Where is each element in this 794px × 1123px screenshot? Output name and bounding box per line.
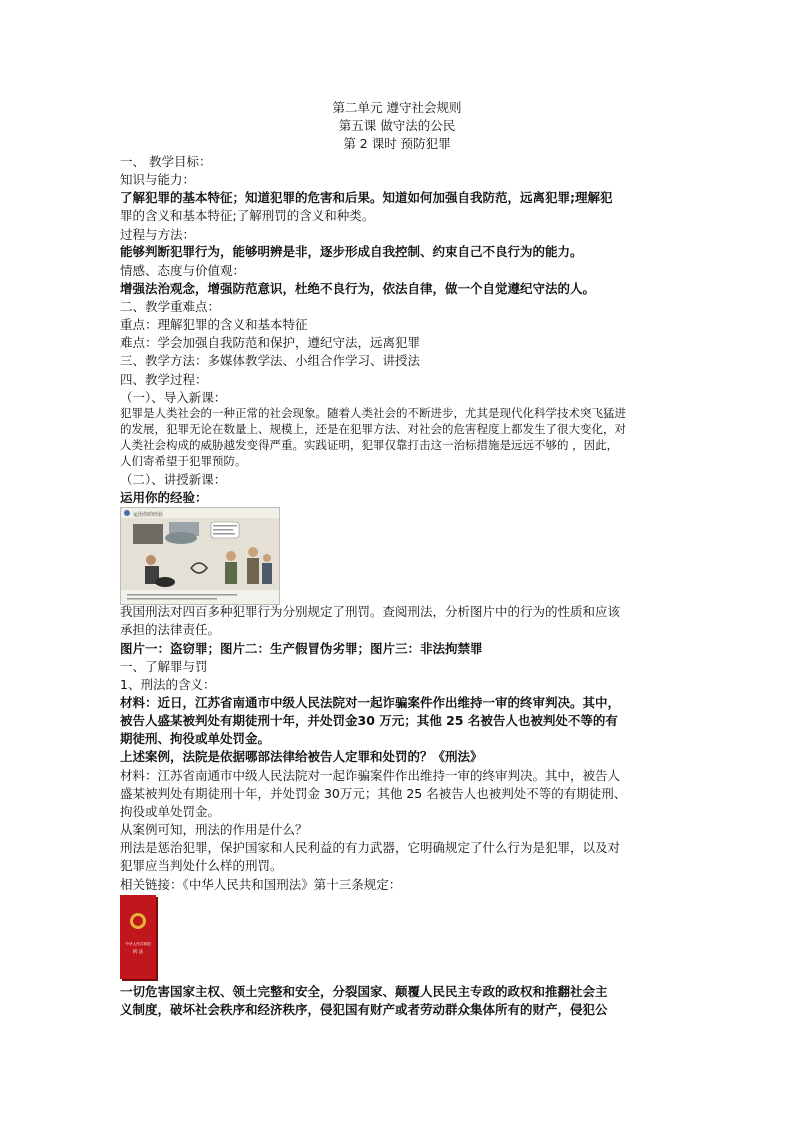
text-line: 了解犯罪的基本特征；知道犯罪的危害和后果。知道如何加强自我防范，远离犯罪;理解犯 <box>120 190 613 205</box>
heading-methods: 三、教学方法：多媒体教学法、小组合作学习、讲授法 <box>120 353 421 368</box>
text-line: 材料：江苏省南通市中级人民法院对一起诈骗案件作出维持一审的终审判决。其中，被告人 <box>120 768 621 783</box>
unit-title: 第二单元 遵守社会规则 <box>332 100 462 115</box>
subheading: 运用你的经验： <box>120 490 208 505</box>
heading-key-points: 二、教学重难点： <box>120 299 221 314</box>
text-line: 期徒刑、拘役或单处罚金。 <box>120 731 271 746</box>
text-line: 义制度，破坏社会秩序和经济秩序，侵犯国有财产或者劳动群众集体所有的财产，侵犯公 <box>120 1002 608 1017</box>
subheading: 情感、态度与价值观： <box>120 263 246 278</box>
text-line: 增强法治观念，增强防范意识，杜绝不良行为，依法自律，做一个自觉遵纪守法的人。 <box>120 281 596 296</box>
lesson-title: 第五课 做守法的公民 <box>338 118 456 133</box>
subheading: （二）、讲授新课： <box>120 472 227 487</box>
text-line: 被告人盛某被判处有期徒刑十年，并处罚金30 万元；其他 25 名被告人也被判处不等的有 <box>120 713 618 728</box>
text-line: 犯罪应当判处什么样的刑罚。 <box>120 858 283 873</box>
text-line: 能够判断犯罪行为，能够明辨是非，逐步形成自我控制、约束自己不良行为的能力。 <box>120 244 583 259</box>
text-line: 盛某被判处有期徒刑十年，并处罚金 30万元；其他 25 名被告人也被判处不等的有期徒刑、 <box>120 786 627 801</box>
text-line: 罪的含义和基本特征;了解刑罚的含义和种类。 <box>120 208 375 223</box>
text-line: 图片一：盗窃罪；图片二：生产假冒伪劣罪；图片三：非法拘禁罪 <box>120 641 483 656</box>
criminal-law-book-cover <box>120 895 156 979</box>
text-line: 拘役或单处罚金。 <box>120 804 221 819</box>
heading-objectives: 一、 教学目标： <box>120 154 212 169</box>
period-title: 第 2 课时 预防犯罪 <box>343 136 451 151</box>
section-heading: 一、了解罪与罚 <box>120 659 208 674</box>
text-line: 从案例可知，刑法的作用是什么？ <box>120 822 308 837</box>
text-line: 一切危害国家主权、领土完整和安全，分裂国家、颠覆人民民主专政的政权和推翻社会主 <box>120 984 608 999</box>
subheading: 过程与方法： <box>120 227 196 242</box>
text-line: 相关链接：《中华人民共和国刑法》第十三条规定： <box>120 877 402 892</box>
text-line: 人们寄希望于犯罪预防。 <box>120 454 247 468</box>
book-title: 中华人民共和国 <box>125 942 151 946</box>
heading-process: 四、教学过程： <box>120 372 208 387</box>
illustration-caption: 运用你的经验 <box>133 512 164 518</box>
text-line: 材料：近日，江苏省南通市中级人民法院对一起诈骗案件作出维持一审的终审判决。其中， <box>120 695 621 710</box>
text-line: 难点：学会加强自我防范和保护，遵纪守法，远离犯罪 <box>120 335 421 350</box>
text-line: 犯罪是人类社会的一种正常的社会现象。随着人类社会的不断进步，尤其是现代化科学技术突飞猛进 <box>120 406 626 420</box>
text-line: 我国刑法对四百多种犯罪行为分别规定了刑罚。查阅刑法，分析图片中的行为的性质和应该 <box>120 604 621 619</box>
text-line: 刑法是惩治犯罪，保护国家和人民利益的有力武器，它明确规定了什么行为是犯罪，以及对 <box>120 840 621 855</box>
text-line: 上述案例，法院是依据哪部法律给被告人定罪和处罚的？《刑法》 <box>120 749 483 764</box>
subheading: 知识与能力： <box>120 172 196 187</box>
textbook-illustration <box>120 507 280 605</box>
subheading: （一）、导入新课： <box>120 390 227 405</box>
text-line: 人类社会构成的威胁越发变得严重。实践证明，犯罪仅靠打击这一治标措施是远远不够的 ，因此， <box>120 438 619 452</box>
book-subtitle: 刑 法 <box>132 950 144 955</box>
text-line: 重点：理解犯罪的含义和基本特征 <box>120 317 308 332</box>
subheading: 1、刑法的含义： <box>120 677 216 692</box>
text-line: 的发展，犯罪无论在数量上、规模上，还是在犯罪方法、对社会的危害程度上都发生了很大变化，对 <box>120 422 626 436</box>
text-line: 承担的法律责任。 <box>120 622 221 637</box>
